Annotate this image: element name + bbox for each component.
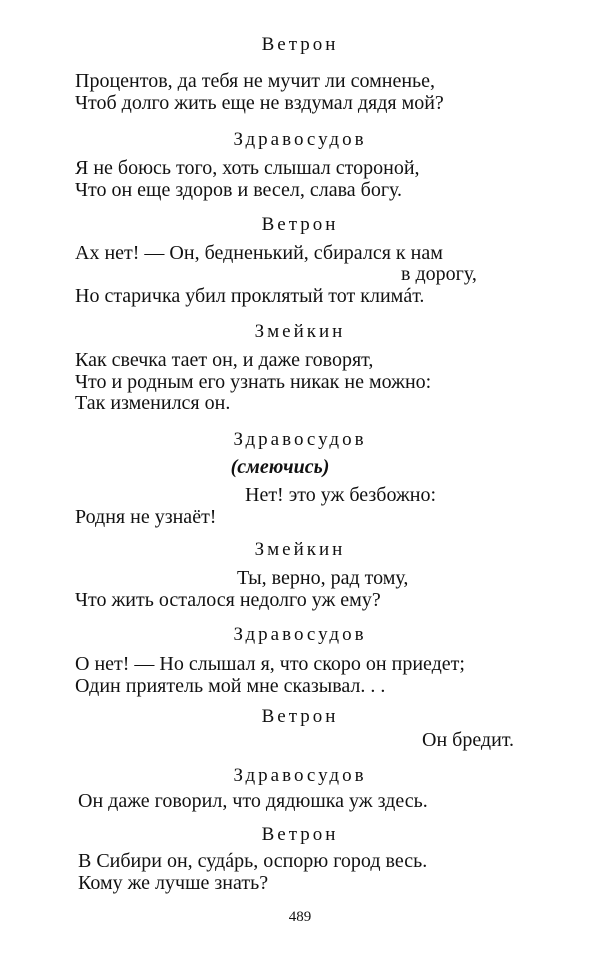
verse-line: Но старичка убил проклятый тот климáт. <box>75 285 425 307</box>
verse-line: Как свечка тает он, и даже говорят, <box>75 349 374 371</box>
speaker-name: Ветрон <box>261 706 339 727</box>
verse-line: В Сибири он, судáрь, оспорю город весь. <box>78 850 428 872</box>
speaker-name: Здравосудов <box>233 129 367 150</box>
speaker-name: Здравосудов <box>233 429 367 450</box>
verse-line: Что он еще здоров и весел, слава богу. <box>75 179 403 201</box>
verse-line: Что и родным его узнать никак не можно: <box>75 371 432 393</box>
verse-line: Он даже говорил, что дядюшка уж здесь. <box>78 790 428 812</box>
verse-line: Он бредит. <box>422 729 515 751</box>
speaker-name: Ветрон <box>261 214 339 235</box>
verse-line: Родня не узнаёт! <box>75 506 217 528</box>
verse-line: Чтоб долго жить еще не вздумал дядя мой? <box>75 92 444 114</box>
verse-line: Я не боюсь того, хоть слышал стороной, <box>75 157 420 179</box>
verse-line: Ах нет! — Он, бедненький, сбирался к нам <box>75 242 443 264</box>
verse-line: Один приятель мой мне сказывал. . . <box>75 675 386 697</box>
verse-line: Кому же лучше знать? <box>78 872 269 894</box>
verse-line: Ты, верно, рад тому, <box>237 567 409 589</box>
speaker-name: Змейкин <box>254 321 346 342</box>
speaker-name: Здравосудов <box>233 624 367 645</box>
speaker-name: Здравосудов <box>233 765 367 786</box>
verse-line: Что жить осталося недолго уж ему? <box>75 589 381 611</box>
verse-line: в дорогу, <box>401 263 477 285</box>
speaker-name: Ветрон <box>261 34 339 55</box>
stage-direction: (смеючись) <box>230 456 330 478</box>
verse-line: Процентов, да тебя не мучит ли сомненье, <box>75 70 436 92</box>
verse-line: Так изменился он. <box>75 392 231 414</box>
verse-line: О нет! — Но слышал я, что скоро он приедет; <box>75 653 465 675</box>
speaker-name: Змейкин <box>254 539 346 560</box>
verse-line: Нет! это уж безбожно: <box>245 484 437 506</box>
speaker-name: Ветрон <box>261 824 339 845</box>
page-number: 489 <box>288 909 312 925</box>
